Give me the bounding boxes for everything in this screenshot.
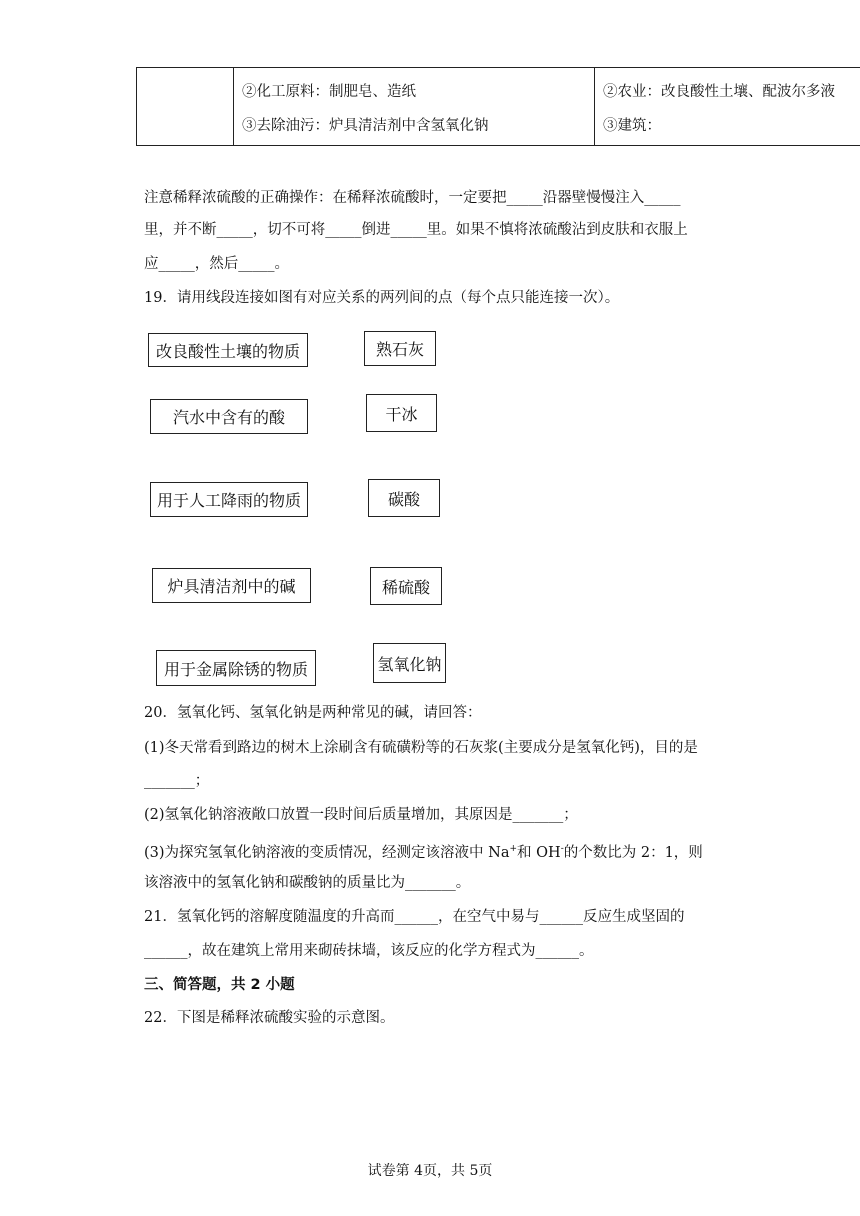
question-20-part3: [144, 839, 703, 863]
note-line: 注意稀释浓硫酸的正确操作：在稀释浓硫酸时，一定要把_____沿器壁慢慢注入_____: [144, 190, 681, 206]
text-segment: 和 OH: [517, 844, 561, 861]
text-segment: 的个数比为 2：1，则: [563, 844, 703, 861]
question-21-line: ______，故在建筑上常用来砌砖抹墙，该反应的化学方程式为______。: [144, 943, 594, 959]
match-left-item: 汽水中含有的酸: [150, 399, 308, 434]
question-20-part3-line2: 该溶液中的氢氧化钠和碳酸钠的质量比为_______。: [144, 875, 471, 891]
question-20-part1: (1)冬天常看到路边的树木上涂刷含有硫磺粉等的石灰浆(主要成分是氢氧化钙)，目的是: [144, 740, 698, 756]
match-left-item: 用于人工降雨的物质: [150, 482, 308, 517]
text-segment: (3)为探究氢氧化钠溶液的变质情况，经测定该溶液中 Na: [144, 844, 510, 861]
match-left-item: 炉具清洁剂中的碱: [152, 568, 311, 603]
info-table: [136, 67, 860, 146]
superscript: -: [560, 844, 564, 854]
superscript: +: [509, 844, 518, 854]
table-text: ②化工原料：制肥皂、造纸: [242, 84, 416, 100]
table-text: ②农业：改良酸性土壤、配波尔多液: [603, 84, 835, 100]
question-20-title: 20．氢氧化钙、氢氧化钠是两种常见的碱，请回答：: [144, 705, 482, 721]
match-right-item: 稀硫酸: [370, 567, 442, 605]
page-footer: 试卷第 4页，共 5页: [367, 1163, 493, 1179]
match-right-item: 熟石灰: [364, 331, 436, 366]
table-cell-sodium-hydroxide: [234, 68, 595, 145]
note-line: 应_____，然后_____。: [144, 256, 289, 272]
question-20-part1-blank: _______；: [144, 773, 210, 789]
table-cell-empty: [137, 68, 234, 145]
table-text: ③去除油污：炉具清洁剂中含氢氧化钠: [242, 118, 489, 134]
table-cell-calcium-hydroxide: [595, 68, 860, 145]
question-22: 22．下图是稀释浓硫酸实验的示意图。: [144, 1010, 395, 1026]
match-right-item: 干冰: [366, 394, 437, 432]
table-text: ③建筑：: [603, 118, 661, 134]
match-left-item: 用于金属除锈的物质: [156, 650, 316, 686]
match-left-item: 改良酸性土壤的物质: [148, 333, 308, 367]
match-right-item: 氢氧化钠: [373, 643, 446, 683]
question-20-part2: (2)氢氧化钠溶液敞口放置一段时间后质量增加，其原因是_______；: [144, 807, 578, 823]
question-21-line: 21．氢氧化钙的溶解度随温度的升高而______，在空气中易与______反应生成坚固的: [144, 909, 685, 925]
question-19-title: 19．请用线段连接如图有对应关系的两列间的点（每个点只能连接一次）。: [144, 290, 620, 306]
section-heading: 三、简答题，共 2 小题: [144, 977, 295, 993]
note-line: 里，并不断_____，切不可将_____倒进_____里。如果不慎将浓硫酸沾到皮肤和衣服上: [144, 222, 688, 238]
match-right-item: 碳酸: [368, 479, 440, 517]
